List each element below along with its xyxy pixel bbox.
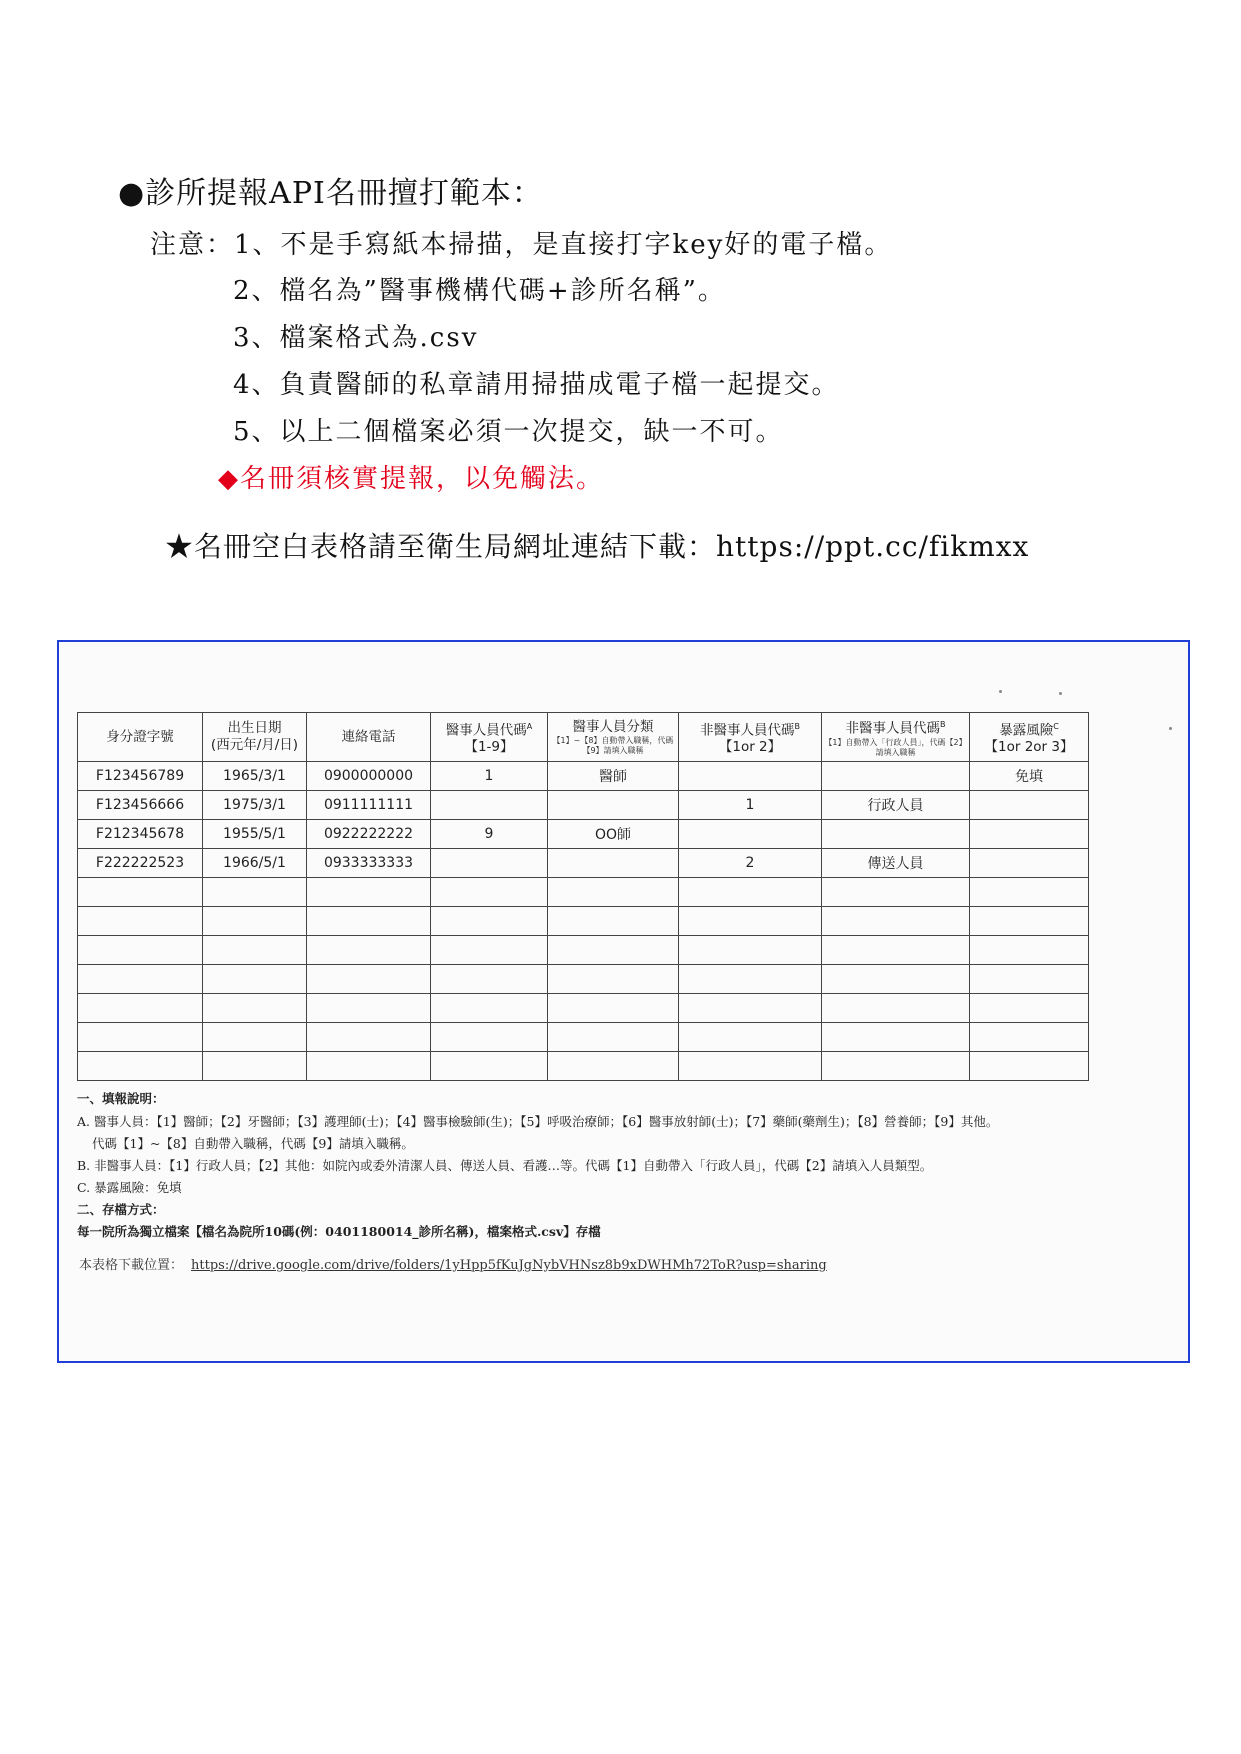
cell: 免填 — [970, 762, 1089, 791]
col-phone: 連絡電話 — [307, 713, 431, 762]
cell — [431, 994, 548, 1023]
scan-download-label: 本表格下載位置： — [79, 1258, 184, 1273]
cell: 1975/3/1 — [203, 791, 307, 820]
note-4: 4、負責醫師的私章請用掃描成電子檔一起提交。 — [233, 370, 840, 400]
cell — [78, 878, 203, 907]
cell — [970, 1052, 1089, 1081]
empty-table-row — [78, 1023, 1089, 1052]
cell — [203, 907, 307, 936]
cell — [822, 965, 970, 994]
cell: F123456789 — [78, 762, 203, 791]
cell: 醫師 — [548, 762, 679, 791]
cell — [970, 907, 1089, 936]
table-header-row — [78, 713, 1089, 762]
cell — [548, 965, 679, 994]
cell: 行政人員 — [822, 791, 970, 820]
explanation-a: A. 醫事人員：【1】醫師；【2】牙醫師；【3】護理師(士)；【4】醫事檢驗師(生)；【5】呼吸治療師；【6】醫事放射師(士)；【7】藥師(藥劑生)；【8】營養師；【9】其他。 — [77, 1114, 999, 1129]
table-row — [78, 849, 1089, 878]
cell — [203, 1023, 307, 1052]
cell: 0933333333 — [307, 849, 431, 878]
cell — [431, 907, 548, 936]
cell — [203, 1052, 307, 1081]
save-instruction: 每一院所為獨立檔案【檔名為院所10碼(例：0401180014_診所名稱)，檔案格式.csv】存檔 — [77, 1224, 601, 1239]
cell — [203, 994, 307, 1023]
cell: 1 — [679, 791, 822, 820]
cell — [307, 936, 431, 965]
cell — [307, 994, 431, 1023]
cell — [548, 907, 679, 936]
cell — [307, 965, 431, 994]
cell — [78, 936, 203, 965]
empty-table-row — [78, 907, 1089, 936]
col-nonmedical-category: 非醫事人員代碼$^B$ 【1】自動帶入「行政人員」，代碼【2】請填入職稱 — [822, 713, 970, 762]
cell — [548, 994, 679, 1023]
roster-table — [77, 712, 1089, 1081]
cell — [431, 791, 548, 820]
col-birth-date: 出生日期 (西元年/月/日) — [203, 713, 307, 762]
cell — [822, 762, 970, 791]
cell — [431, 936, 548, 965]
explanation-a-note: 代碼【1】~【8】自動帶入職稱，代碼【9】請填入職稱。 — [92, 1136, 414, 1151]
cell — [970, 878, 1089, 907]
cell: 2 — [679, 849, 822, 878]
cell — [203, 936, 307, 965]
empty-table-row — [78, 994, 1089, 1023]
col-medical-code: 醫事人員代碼$^A$ 【1-9】 — [431, 713, 548, 762]
cell — [822, 1052, 970, 1081]
col-exposure-risk: 暴露風險$^C$ 【1or 2or 3】 — [970, 713, 1089, 762]
note-2: 2、檔名為”醫事機構代碼+診所名稱”。 — [233, 276, 726, 306]
cell: F123456666 — [78, 791, 203, 820]
cell — [307, 878, 431, 907]
cell: 0922222222 — [307, 820, 431, 849]
download-link-line[interactable]: ★名冊空白表格請至衛生局網址連結下載：https://ppt.cc/fikmxx — [165, 530, 1030, 563]
cell — [822, 907, 970, 936]
cell — [679, 1023, 822, 1052]
cell — [822, 936, 970, 965]
empty-table-row — [78, 1052, 1089, 1081]
col-nonmedical-code: 非醫事人員代碼$^B$ 【1or 2】 — [679, 713, 822, 762]
cell: 0900000000 — [307, 762, 431, 791]
table-row — [78, 820, 1089, 849]
cell — [970, 791, 1089, 820]
cell — [78, 1052, 203, 1081]
cell — [822, 878, 970, 907]
cell — [431, 965, 548, 994]
cell — [679, 1052, 822, 1081]
cell — [679, 907, 822, 936]
cell: 1966/5/1 — [203, 849, 307, 878]
cell — [822, 820, 970, 849]
page-heading: ●診所提報API名冊擅打範本： — [118, 176, 543, 211]
cell: 0911111111 — [307, 791, 431, 820]
cell — [970, 849, 1089, 878]
scan-download-line — [79, 1254, 827, 1273]
cell — [679, 965, 822, 994]
warning-text: ◆名冊須核實提報，以免觸法。 — [218, 464, 604, 494]
cell — [78, 965, 203, 994]
cell — [431, 878, 548, 907]
note-5: 5、以上二個檔案必須一次提交，缺一不可。 — [233, 417, 784, 447]
cell — [679, 878, 822, 907]
cell: 1965/3/1 — [203, 762, 307, 791]
note-1: 注意：1、不是手寫紙本掃描，是直接打字key好的電子檔。 — [150, 230, 893, 260]
cell: 1955/5/1 — [203, 820, 307, 849]
note-3: 3、檔案格式為.csv — [233, 323, 479, 353]
cell — [679, 936, 822, 965]
cell: F222222523 — [78, 849, 203, 878]
save-heading: 二、存檔方式： — [77, 1202, 165, 1217]
explanation-c: C. 暴露風險：免填 — [77, 1180, 182, 1195]
cell — [970, 820, 1089, 849]
cell — [431, 1023, 548, 1052]
cell — [307, 1052, 431, 1081]
table-row — [78, 762, 1089, 791]
cell — [431, 849, 548, 878]
cell — [307, 1023, 431, 1052]
cell — [431, 1052, 548, 1081]
cell — [548, 849, 679, 878]
cell — [822, 994, 970, 1023]
cell — [548, 1023, 679, 1052]
cell — [679, 762, 822, 791]
cell — [970, 936, 1089, 965]
cell — [78, 1023, 203, 1052]
cell — [970, 994, 1089, 1023]
col-medical-category: 醫事人員分類 【1】~【8】自動帶入職稱，代碼【9】請填入職稱 — [548, 713, 679, 762]
cell — [78, 994, 203, 1023]
cell — [548, 1052, 679, 1081]
cell — [970, 1023, 1089, 1052]
cell — [548, 936, 679, 965]
scan-download-url: https://drive.google.com/drive/folders/1yHpp5fKuJgNybVHNsz8b9xDWHMh72ToR?usp=sharing — [191, 1258, 827, 1273]
scanned-template-image — [57, 640, 1190, 1363]
empty-table-row — [78, 878, 1089, 907]
cell — [78, 907, 203, 936]
explanation-heading: 一、填報說明： — [77, 1091, 165, 1106]
cell: F212345678 — [78, 820, 203, 849]
empty-table-row — [78, 936, 1089, 965]
cell — [548, 878, 679, 907]
empty-table-row — [78, 965, 1089, 994]
cell: 1 — [431, 762, 548, 791]
cell: 9 — [431, 820, 548, 849]
cell — [970, 965, 1089, 994]
cell — [203, 878, 307, 907]
cell: OO師 — [548, 820, 679, 849]
cell — [679, 994, 822, 1023]
cell — [307, 907, 431, 936]
cell — [822, 1023, 970, 1052]
col-id-number: 身分證字號 — [78, 713, 203, 762]
cell — [203, 965, 307, 994]
table-row — [78, 791, 1089, 820]
cell: 傳送人員 — [822, 849, 970, 878]
cell — [679, 820, 822, 849]
explanation-b: B. 非醫事人員：【1】行政人員；【2】其他：如院內或委外清潔人員、傳送人員、看護…等。代碼【1】自動帶入「行政人員」，代碼【2】請填入人員類型。 — [77, 1158, 933, 1173]
cell — [548, 791, 679, 820]
